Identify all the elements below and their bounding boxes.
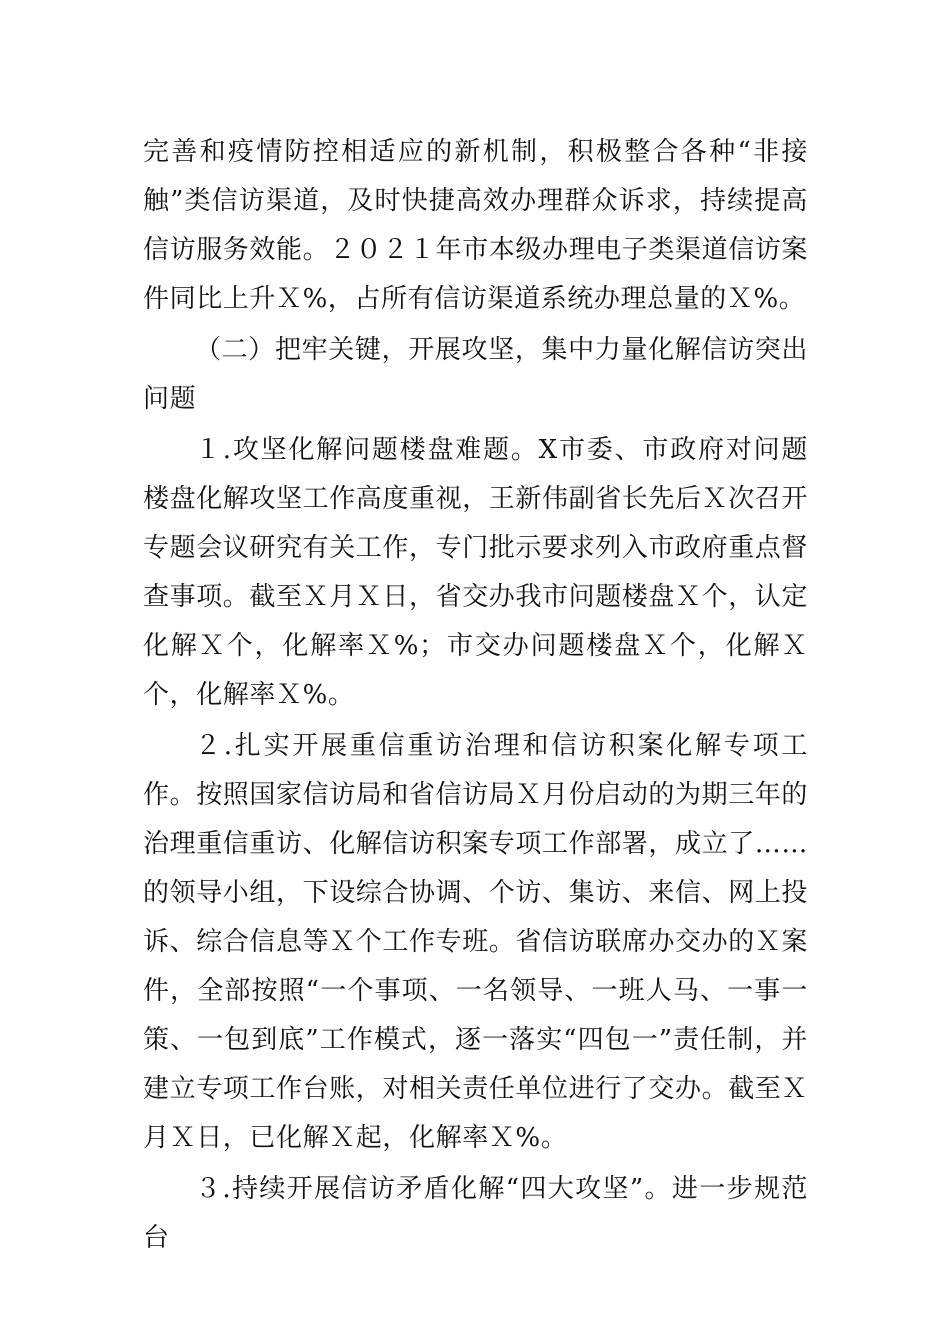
- document-body: [143, 128, 808, 1265]
- paragraph-item-1: １.攻坚化解问题楼盘难题。X市委、市政府对问题楼盘化解攻坚工作高度重视，王新伟副省长先后Ｘ次召开专题会议研究有关工作，专门批示要求列入市政府重点督查事项。截至Ｘ月Ｘ日，省交办我市问题楼盘Ｘ个，认定化解Ｘ个，化解率Ｘ%；市交办问题楼盘Ｘ个，化解Ｘ个，化解率Ｘ%。: [143, 435, 809, 710]
- paragraph-item-3: ３.持续开展信访矛盾化解“四大攻坚”。进一步规范台: [143, 1174, 808, 1253]
- paragraph-1: 完善和疫情防控相适应的新机制，积极整合各种“非接触”类信访渠道，及时快捷高效办理群众诉求，持续提高信访服务效能。２０２１年市本级办理电子类渠道信访案件同比上升Ｘ%，占所有信访渠道系统办理总量的Ｘ%。: [143, 137, 809, 314]
- paragraph-item-2: ２.扎实开展重信重访治理和信访积案化解专项工作。按照国家信访局和省信访局Ｘ月份启动的为期三年的治理重信重访、化解信访积案专项工作部署，成立了……的领导小组，下设综合协调、个访、集访、来信、网上投诉、综合信息等Ｘ个工作专班。省信访联席办交办的Ｘ案件，全部按照“一个事项、一名领导、一班人马、一事一策、一包到底”工作模式，逐一落实“四包一”责任制，并建立专项工作台账，对相关责任单位进行了交办。截至Ｘ月Ｘ日，已化解Ｘ起，化解率Ｘ%。: [143, 731, 809, 1153]
- section-heading-2: （二）把牢关键，开展攻坚，集中力量化解信访突出问题: [143, 335, 808, 414]
